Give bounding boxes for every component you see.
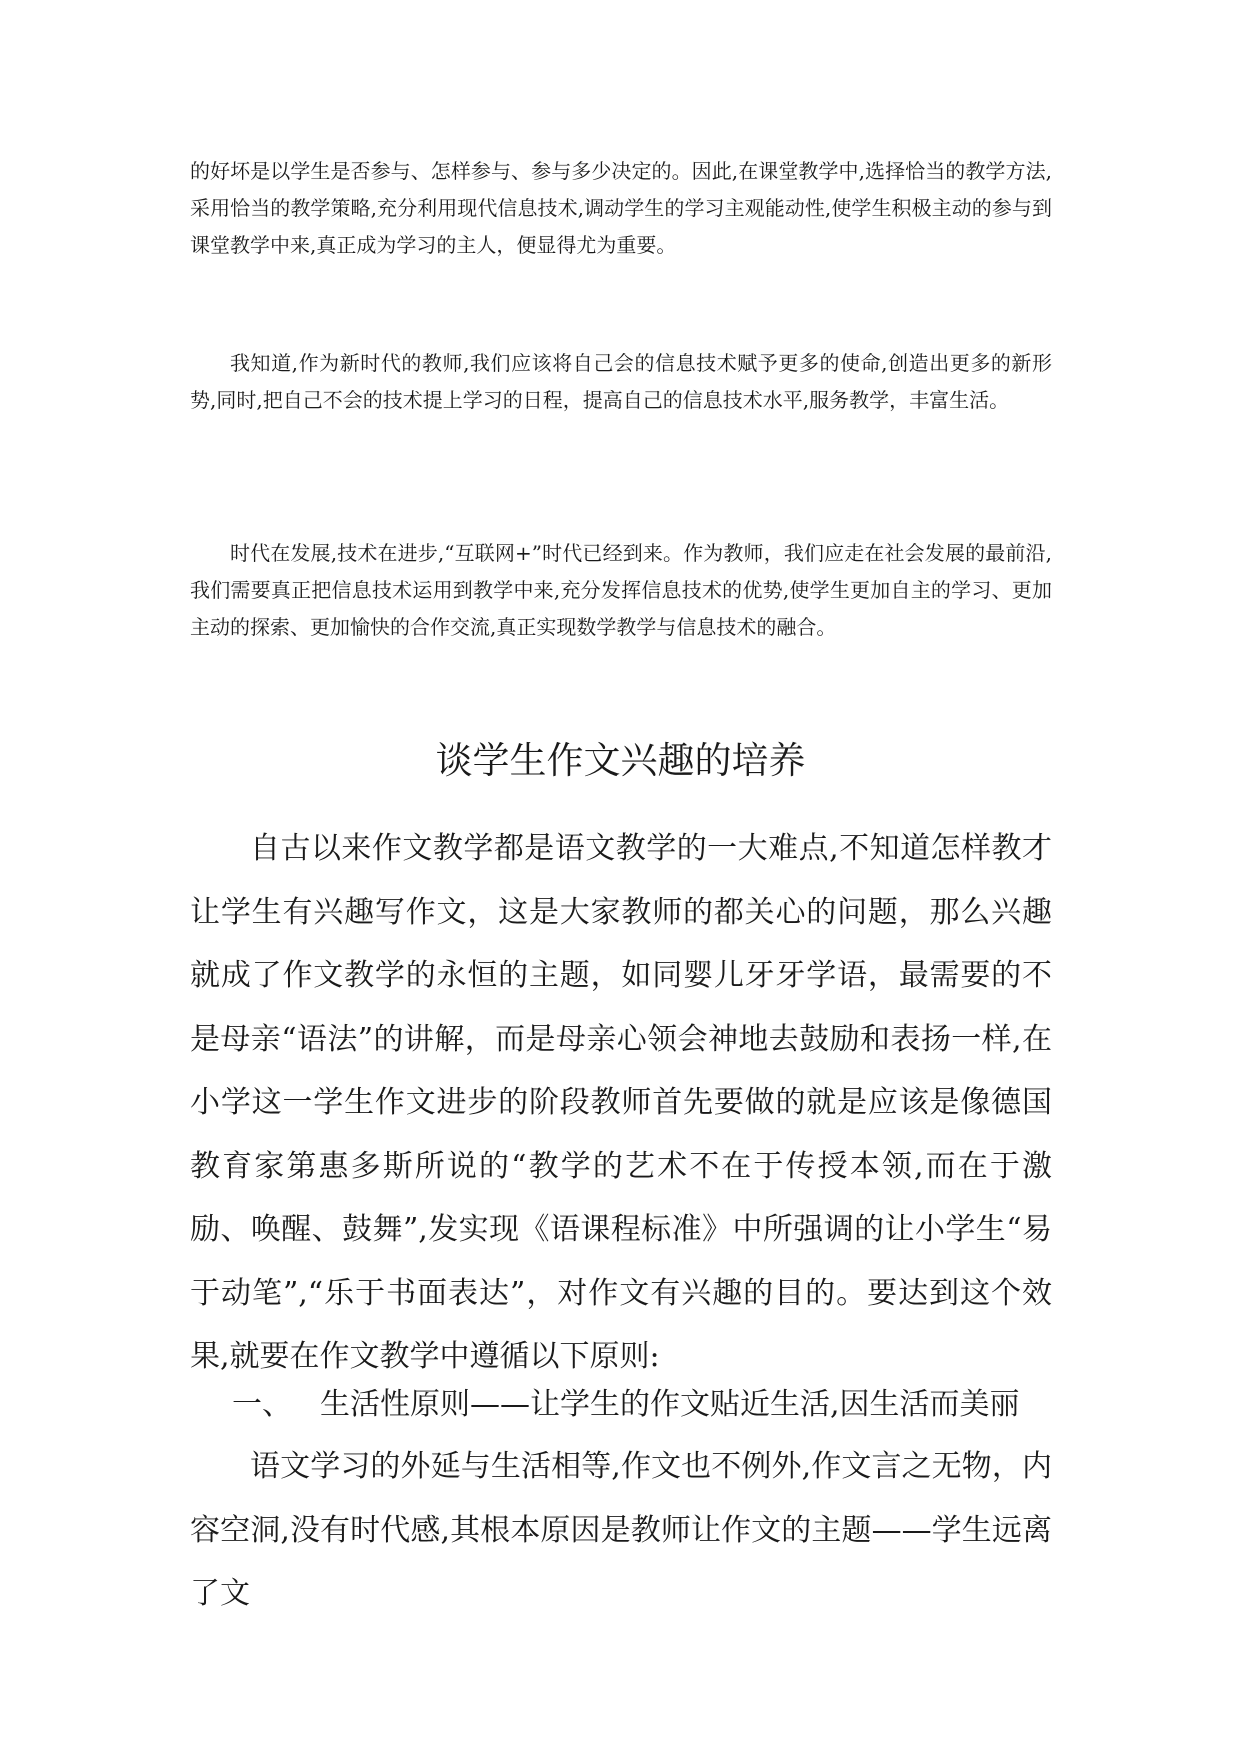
paragraph-student-participation: 的好坏是以学生是否参与、怎样参与、参与多少决定的。因此,在课堂教学中,选择恰当的教学方法,采用恰当的教学策略,充分利用现代信息技术,调动学生的学习主观能动性,使学生积极主动的参与到课堂教学中来,真正成为学习的主人，便显得尤为重要。 <box>190 159 1052 257</box>
section-body-paragraph: 语文学习的外延与生活相等,作文也不例外,作文言之无物，内容空洞,没有时代感,其根本原因是教师让作文的主题——学生远离了文 <box>190 1449 1052 1611</box>
article-title: 谈学生作文兴趣的培养 <box>435 739 806 782</box>
paragraph-teacher-mission: 我知道,作为新时代的教师,我们应该将自己会的信息技术赋予更多的使命,创造出更多的新形势,同时,把自己不会的技术提上学习的日程，提高自己的信息技术水平,服务教学，丰富生活。 <box>190 351 1052 412</box>
section-heading <box>232 1373 1052 1437</box>
section-title: 生活性原则——让学生的作文贴近生活,因生活而美丽 <box>320 1387 1020 1422</box>
section-number: 一、 <box>232 1387 292 1422</box>
article-intro-paragraph: 自古以来作文教学都是语文教学的一大难点,不知道怎样教才让学生有兴趣写作文，这是大家教师的都关心的问题，那么兴趣就成了作文教学的永恒的主题，如同婴儿牙牙学语，最需要的不是母亲“语法”的讲解，而是母亲心领会神地去鼓励和表扬一样,在小学这一学生作文进步的阶段教师首先要做的就是应该是像德国教育家第惠多斯所说的“教学的艺术不在于传授本领,而在于激励、唤醒、鼓舞”,发实现《语课程标准》中所强调的让小学生“易于动笔”,“乐于书面表达”，对作文有兴趣的目的。要达到这个效果,就要在作文教学中遵循以下原则: <box>190 831 1052 1374</box>
paragraph-internet-plus: 时代在发展,技术在进步,“互联网+”时代已经到来。作为教师，我们应走在社会发展的最前沿,我们需要真正把信息技术运用到教学中来,充分发挥信息技术的优势,使学生更加自主的学习、更加主动的探索、更加愉快的合作交流,真正实现数学教学与信息技术的融合。 <box>190 541 1052 639</box>
